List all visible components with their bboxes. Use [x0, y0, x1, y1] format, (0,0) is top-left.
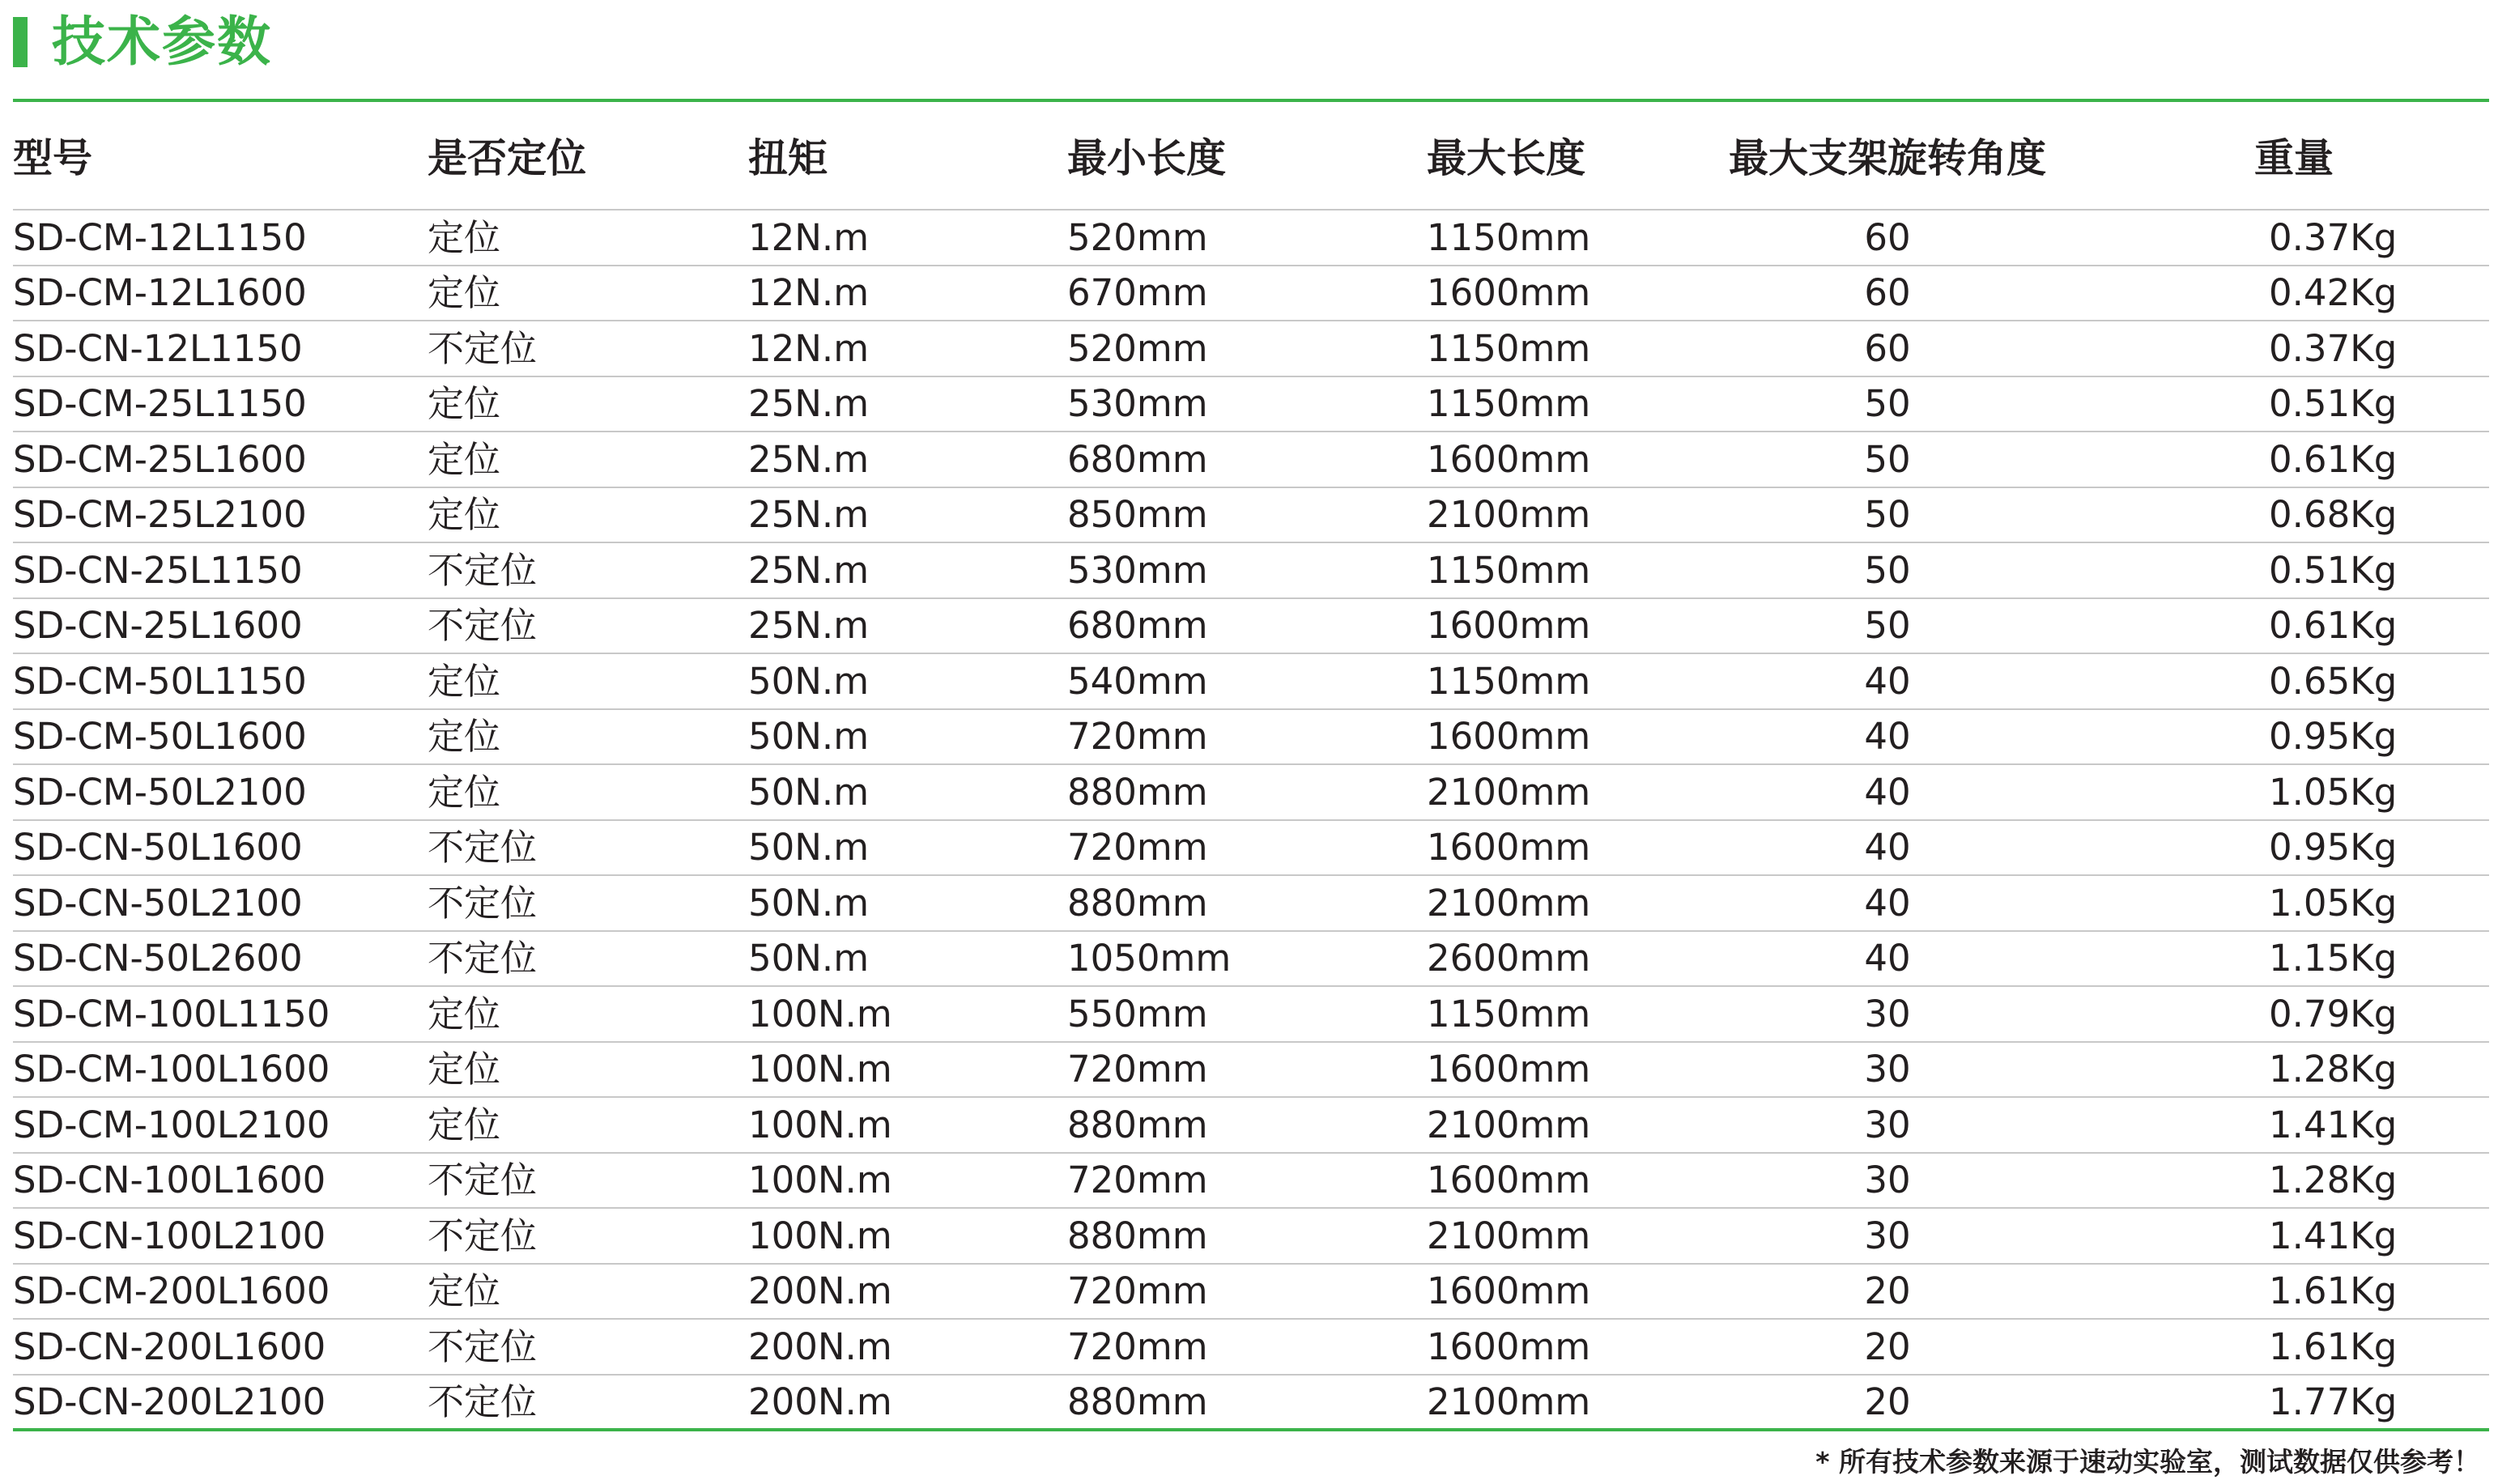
cell-torque: 100N.m — [748, 1153, 1067, 1209]
cell-model: SD-CN-50L2600 — [13, 931, 428, 987]
cell-model: SD-CM-50L1600 — [13, 709, 428, 765]
cell-model: SD-CM-50L2100 — [13, 764, 428, 820]
cell-torque: 200N.m — [748, 1319, 1067, 1375]
cell-torque: 25N.m — [748, 376, 1067, 432]
cell-min-length: 880mm — [1067, 1208, 1427, 1264]
footer-divider — [13, 1428, 2489, 1431]
cell-max-length: 2100mm — [1427, 1097, 1686, 1153]
cell-max-length: 2100mm — [1427, 487, 1686, 543]
table-row — [13, 709, 2489, 765]
table-row — [13, 542, 2489, 598]
cell-model: SD-CM-25L2100 — [13, 487, 428, 543]
cell-positioning: 定位 — [428, 653, 748, 709]
cell-min-length: 530mm — [1067, 376, 1427, 432]
spec-table-header — [13, 102, 2489, 210]
table-row — [13, 1264, 2489, 1320]
cell-torque: 200N.m — [748, 1264, 1067, 1320]
table-row — [13, 321, 2489, 376]
cell-max-rotation-angle: 30 — [1686, 1153, 2089, 1209]
cell-model: SD-CM-200L1600 — [13, 1264, 428, 1320]
cell-torque: 100N.m — [748, 986, 1067, 1042]
cell-max-rotation-angle: 50 — [1686, 487, 2089, 543]
cell-torque: 25N.m — [748, 432, 1067, 487]
cell-min-length: 680mm — [1067, 598, 1427, 654]
table-row — [13, 986, 2489, 1042]
cell-positioning: 定位 — [428, 266, 748, 321]
cell-max-rotation-angle: 60 — [1686, 210, 2089, 266]
cell-max-length: 1600mm — [1427, 598, 1686, 654]
cell-max-rotation-angle: 60 — [1686, 321, 2089, 376]
cell-max-length: 1600mm — [1427, 709, 1686, 765]
cell-weight: 0.61Kg — [2089, 598, 2489, 654]
cell-max-length: 1600mm — [1427, 1042, 1686, 1098]
table-row — [13, 1375, 2489, 1430]
cell-weight: 1.61Kg — [2089, 1264, 2489, 1320]
cell-weight: 0.51Kg — [2089, 376, 2489, 432]
cell-min-length: 880mm — [1067, 875, 1427, 931]
cell-model: SD-CM-100L2100 — [13, 1097, 428, 1153]
cell-max-rotation-angle: 50 — [1686, 432, 2089, 487]
cell-min-length: 1050mm — [1067, 931, 1427, 987]
cell-min-length: 720mm — [1067, 1153, 1427, 1209]
cell-positioning: 定位 — [428, 487, 748, 543]
cell-positioning: 定位 — [428, 210, 748, 266]
cell-max-length: 2100mm — [1427, 875, 1686, 931]
cell-model: SD-CM-25L1150 — [13, 376, 428, 432]
cell-min-length: 720mm — [1067, 709, 1427, 765]
cell-min-length: 850mm — [1067, 487, 1427, 543]
cell-torque: 25N.m — [748, 598, 1067, 654]
cell-max-length: 1600mm — [1427, 1264, 1686, 1320]
cell-max-length: 1600mm — [1427, 1319, 1686, 1375]
column-header-max-length: 最大长度 — [1427, 102, 1686, 210]
table-row — [13, 820, 2489, 876]
cell-weight: 1.05Kg — [2089, 764, 2489, 820]
cell-min-length: 720mm — [1067, 820, 1427, 876]
cell-weight: 0.37Kg — [2089, 321, 2489, 376]
cell-weight: 0.61Kg — [2089, 432, 2489, 487]
cell-max-length: 2100mm — [1427, 764, 1686, 820]
cell-max-length: 2100mm — [1427, 1208, 1686, 1264]
cell-min-length: 520mm — [1067, 210, 1427, 266]
table-row — [13, 1153, 2489, 1209]
cell-weight: 0.37Kg — [2089, 210, 2489, 266]
cell-max-rotation-angle: 40 — [1686, 875, 2089, 931]
cell-positioning: 定位 — [428, 1042, 748, 1098]
header-row — [13, 102, 2489, 210]
cell-positioning: 定位 — [428, 432, 748, 487]
cell-weight: 0.95Kg — [2089, 709, 2489, 765]
cell-max-length: 1150mm — [1427, 986, 1686, 1042]
column-header-weight: 重量 — [2089, 102, 2489, 210]
spec-table-body — [13, 210, 2489, 1429]
cell-max-rotation-angle: 40 — [1686, 820, 2089, 876]
table-row — [13, 931, 2489, 987]
cell-min-length: 720mm — [1067, 1042, 1427, 1098]
cell-min-length: 880mm — [1067, 1380, 1208, 1424]
cell-model: SD-CN-50L1600 — [13, 820, 428, 876]
cell-model: SD-CN-100L2100 — [13, 1208, 428, 1264]
cell-weight: 1.41Kg — [2089, 1097, 2489, 1153]
cell-weight: 0.95Kg — [2089, 820, 2489, 876]
cell-weight: 1.28Kg — [2089, 1153, 2489, 1209]
cell-positioning: 不定位 — [428, 931, 748, 987]
table-row — [13, 1319, 2489, 1375]
cell-max-rotation-angle: 40 — [1686, 709, 2089, 765]
table-row — [13, 376, 2489, 432]
cell-max-rotation-angle: 30 — [1686, 986, 2089, 1042]
cell-weight: 1.41Kg — [2089, 1208, 2489, 1264]
cell-model: SD-CM-12L1600 — [13, 266, 428, 321]
cell-min-length: 670mm — [1067, 266, 1427, 321]
cell-model: SD-CM-12L1150 — [13, 210, 428, 266]
cell-min-length: 540mm — [1067, 653, 1427, 709]
cell-torque: 25N.m — [748, 487, 1067, 543]
cell-weight: 0.51Kg — [2089, 542, 2489, 598]
table-row — [13, 210, 2489, 266]
cell-max-rotation-angle: 50 — [1686, 542, 2089, 598]
cell-max-length: 1600mm — [1427, 432, 1686, 487]
cell-torque: 50N.m — [748, 764, 1067, 820]
table-row — [13, 653, 2489, 709]
cell-max-length: 1150mm — [1427, 653, 1686, 709]
cell-torque: 12N.m — [748, 321, 1067, 376]
title-accent-bar — [13, 17, 28, 67]
cell-weight: 1.77Kg — [2269, 1380, 2398, 1424]
cell-max-rotation-angle: 60 — [1686, 266, 2089, 321]
cell-max-rotation-angle: 30 — [1686, 1208, 2089, 1264]
cell-model: SD-CN-12L1150 — [13, 321, 428, 376]
cell-max-length: 2100mm — [1427, 1380, 1591, 1424]
cell-positioning: 不定位 — [428, 1153, 748, 1209]
cell-model: SD-CN-25L1600 — [13, 598, 428, 654]
cell-model: SD-CN-25L1150 — [13, 542, 428, 598]
cell-positioning: 定位 — [428, 1264, 748, 1320]
cell-max-rotation-angle: 40 — [1686, 764, 2089, 820]
cell-max-rotation-angle: 40 — [1686, 931, 2089, 987]
cell-torque: 50N.m — [748, 653, 1067, 709]
cell-max-rotation-angle: 40 — [1686, 653, 2089, 709]
cell-min-length: 880mm — [1067, 1097, 1427, 1153]
table-row — [13, 266, 2489, 321]
table-row — [13, 487, 2489, 543]
cell-torque: 12N.m — [748, 266, 1067, 321]
cell-weight: 0.79Kg — [2089, 986, 2489, 1042]
cell-torque: 100N.m — [748, 1042, 1067, 1098]
cell-torque: 50N.m — [748, 875, 1067, 931]
cell-max-length: 1150mm — [1427, 210, 1686, 266]
cell-torque: 100N.m — [748, 1097, 1067, 1153]
cell-min-length: 720mm — [1067, 1319, 1427, 1375]
cell-model: SD-CM-25L1600 — [13, 432, 428, 487]
cell-min-length: 520mm — [1067, 321, 1427, 376]
cell-positioning: 不定位 — [428, 1380, 538, 1424]
cell-min-length: 550mm — [1067, 986, 1427, 1042]
column-header-max-rotation-angle: 最大支架旋转角度 — [1686, 102, 2089, 210]
cell-max-rotation-angle: 50 — [1686, 598, 2089, 654]
cell-positioning: 不定位 — [428, 321, 748, 376]
cell-positioning: 不定位 — [428, 1208, 748, 1264]
cell-max-length: 1150mm — [1427, 542, 1686, 598]
column-header-positioning: 是否定位 — [428, 102, 748, 210]
cell-positioning: 不定位 — [428, 875, 748, 931]
cell-model: SD-CM-100L1150 — [13, 986, 428, 1042]
footnote: * 所有技术参数来源于速动实验室，测试数据仅供参考！ — [1815, 1446, 2480, 1478]
cell-weight: 1.61Kg — [2089, 1319, 2489, 1375]
cell-max-length: 1600mm — [1427, 1153, 1686, 1209]
cell-torque: 100N.m — [748, 1208, 1067, 1264]
cell-positioning: 定位 — [428, 709, 748, 765]
cell-max-length: 1150mm — [1427, 321, 1686, 376]
cell-min-length: 530mm — [1067, 542, 1427, 598]
cell-positioning: 不定位 — [428, 598, 748, 654]
cell-max-rotation-angle: 20 — [1864, 1380, 1911, 1424]
cell-torque: 50N.m — [748, 931, 1067, 987]
cell-positioning: 不定位 — [428, 542, 748, 598]
cell-min-length: 880mm — [1067, 764, 1427, 820]
cell-positioning: 不定位 — [428, 820, 748, 876]
cell-max-rotation-angle: 20 — [1686, 1264, 2089, 1320]
table-row — [13, 1042, 2489, 1098]
cell-weight: 0.42Kg — [2089, 266, 2489, 321]
cell-min-length: 720mm — [1067, 1264, 1427, 1320]
cell-positioning: 不定位 — [428, 1319, 748, 1375]
cell-weight: 0.65Kg — [2089, 653, 2489, 709]
cell-torque: 50N.m — [748, 709, 1067, 765]
column-header-torque: 扭矩 — [748, 102, 1067, 210]
cell-max-rotation-angle: 50 — [1686, 376, 2089, 432]
cell-max-rotation-angle: 20 — [1686, 1319, 2089, 1375]
cell-weight: 1.15Kg — [2089, 931, 2489, 987]
column-header-min-length: 最小长度 — [1067, 102, 1427, 210]
table-row — [13, 875, 2489, 931]
cell-model: SD-CN-200L1600 — [13, 1319, 428, 1375]
table-row — [13, 598, 2489, 654]
cell-max-rotation-angle: 30 — [1686, 1042, 2089, 1098]
cell-max-length: 1600mm — [1427, 820, 1686, 876]
spec-table — [13, 102, 2489, 1429]
cell-min-length: 680mm — [1067, 432, 1427, 487]
table-row — [13, 1208, 2489, 1264]
cell-max-length: 2600mm — [1427, 931, 1686, 987]
cell-positioning: 定位 — [428, 376, 748, 432]
table-row — [13, 1097, 2489, 1153]
page-title: 技术参数 — [52, 11, 272, 73]
column-header-model: 型号 — [13, 102, 428, 210]
cell-torque: 12N.m — [748, 210, 1067, 266]
cell-max-length: 1150mm — [1427, 376, 1686, 432]
cell-torque: 25N.m — [748, 542, 1067, 598]
cell-model: SD-CM-100L1600 — [13, 1042, 428, 1098]
cell-weight: 1.28Kg — [2089, 1042, 2489, 1098]
cell-model: SD-CN-100L1600 — [13, 1153, 428, 1209]
cell-max-length: 1600mm — [1427, 266, 1686, 321]
cell-model: SD-CM-50L1150 — [13, 653, 428, 709]
cell-model: SD-CN-200L2100 — [13, 1380, 326, 1424]
cell-weight: 1.05Kg — [2089, 875, 2489, 931]
cell-positioning: 定位 — [428, 986, 748, 1042]
cell-torque: 50N.m — [748, 820, 1067, 876]
table-row — [13, 432, 2489, 487]
cell-max-rotation-angle: 30 — [1686, 1097, 2089, 1153]
cell-model: SD-CN-50L2100 — [13, 875, 428, 931]
table-row — [13, 764, 2489, 820]
cell-positioning: 定位 — [428, 764, 748, 820]
cell-weight: 0.68Kg — [2089, 487, 2489, 543]
section-header — [13, 11, 272, 73]
cell-torque: 200N.m — [748, 1380, 892, 1424]
cell-positioning: 定位 — [428, 1097, 748, 1153]
